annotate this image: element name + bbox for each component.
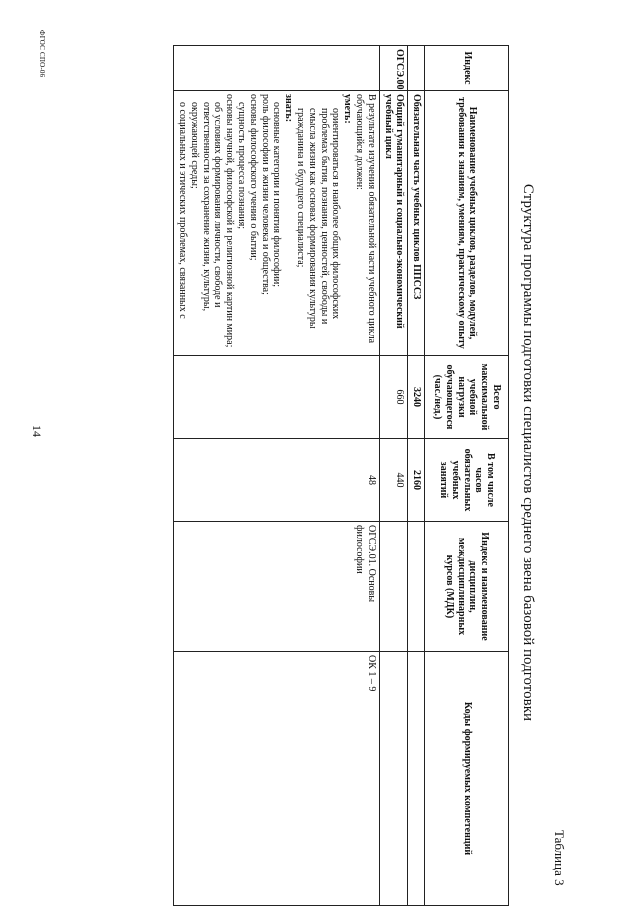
cycle-hours: 440 <box>379 439 408 522</box>
knowledge-item: о социальных и этических проблемах, связанных с <box>177 102 189 319</box>
knowledge-item: об условиях формирования личности, свободе и ответственности за сохранение жизни, культуры, окружающей среды; <box>188 102 224 312</box>
mandatory-part-max-load: 3240 <box>408 356 425 439</box>
cycle-max-load: 660 <box>379 356 408 439</box>
footer-code: ФГОС СПО-06 <box>38 30 46 78</box>
header-disciplines: Индекс и наименование дисциплин, междисциплинарных курсов (МДК) <box>425 522 509 652</box>
table-row <box>379 46 408 906</box>
knowledge-item: основы научной, философской и религиозной картин мира; <box>224 94 236 348</box>
header-mandatory: В том числе часов обязательных учебных занятий <box>425 439 509 522</box>
knowledge-heading: знать: <box>283 94 295 123</box>
skill-item: ориентироваться в наиболее общих философских проблемах бытия, познания, ценностей, свободы и смысла жизни как основах формирования культуры гражданина и будущего специалиста; <box>295 108 342 329</box>
cycle-name: Общий гуманитарный и социально-экономический учебный цикл <box>379 91 408 356</box>
skills-heading: уметь: <box>342 94 354 124</box>
discipline-hours: 48 <box>174 439 380 522</box>
knowledge-item: роль философии в жизни человека и общества; <box>259 94 271 295</box>
table-row <box>174 46 380 906</box>
structure-table <box>173 45 509 906</box>
mandatory-part-hours: 2160 <box>408 439 425 522</box>
header-name: Наименование учебных циклов, разделов, модулей, требования к знаниям, умениям, практическому опыту <box>425 91 509 356</box>
cycle-index: ОГСЭ.00 <box>379 46 408 91</box>
discipline-requirements <box>174 91 380 356</box>
requirements-intro: В результате изучения обязательной части учебного цикла обучающийся должен: <box>354 94 377 344</box>
table-caption: Таблица 3 <box>552 830 567 886</box>
knowledge-item: основные категории и понятия философии; <box>271 102 283 287</box>
table-row <box>408 46 425 906</box>
header-competencies: Коды формируемых компетенций <box>425 652 509 906</box>
mandatory-part-name: Обязательная часть учебных циклов ППССЗ <box>408 91 425 356</box>
page-title: Структура программы подготовки специалистов среднего звена базовой подготовки <box>520 183 536 722</box>
knowledge-item: основы философского учения о бытии; <box>247 94 259 261</box>
discipline-name: ОГСЭ.01. Основы философии <box>174 522 380 652</box>
header-index: Индекс <box>425 46 509 91</box>
discipline-competencies: ОК 1 – 9 <box>174 652 380 906</box>
table-header-row <box>425 46 509 906</box>
knowledge-item: сущность процесса познания; <box>236 102 248 229</box>
page-number: 14 <box>30 425 44 437</box>
header-max-load: Всего максимальной учебной нагрузки обучающегося (час./нед.) <box>425 356 509 439</box>
